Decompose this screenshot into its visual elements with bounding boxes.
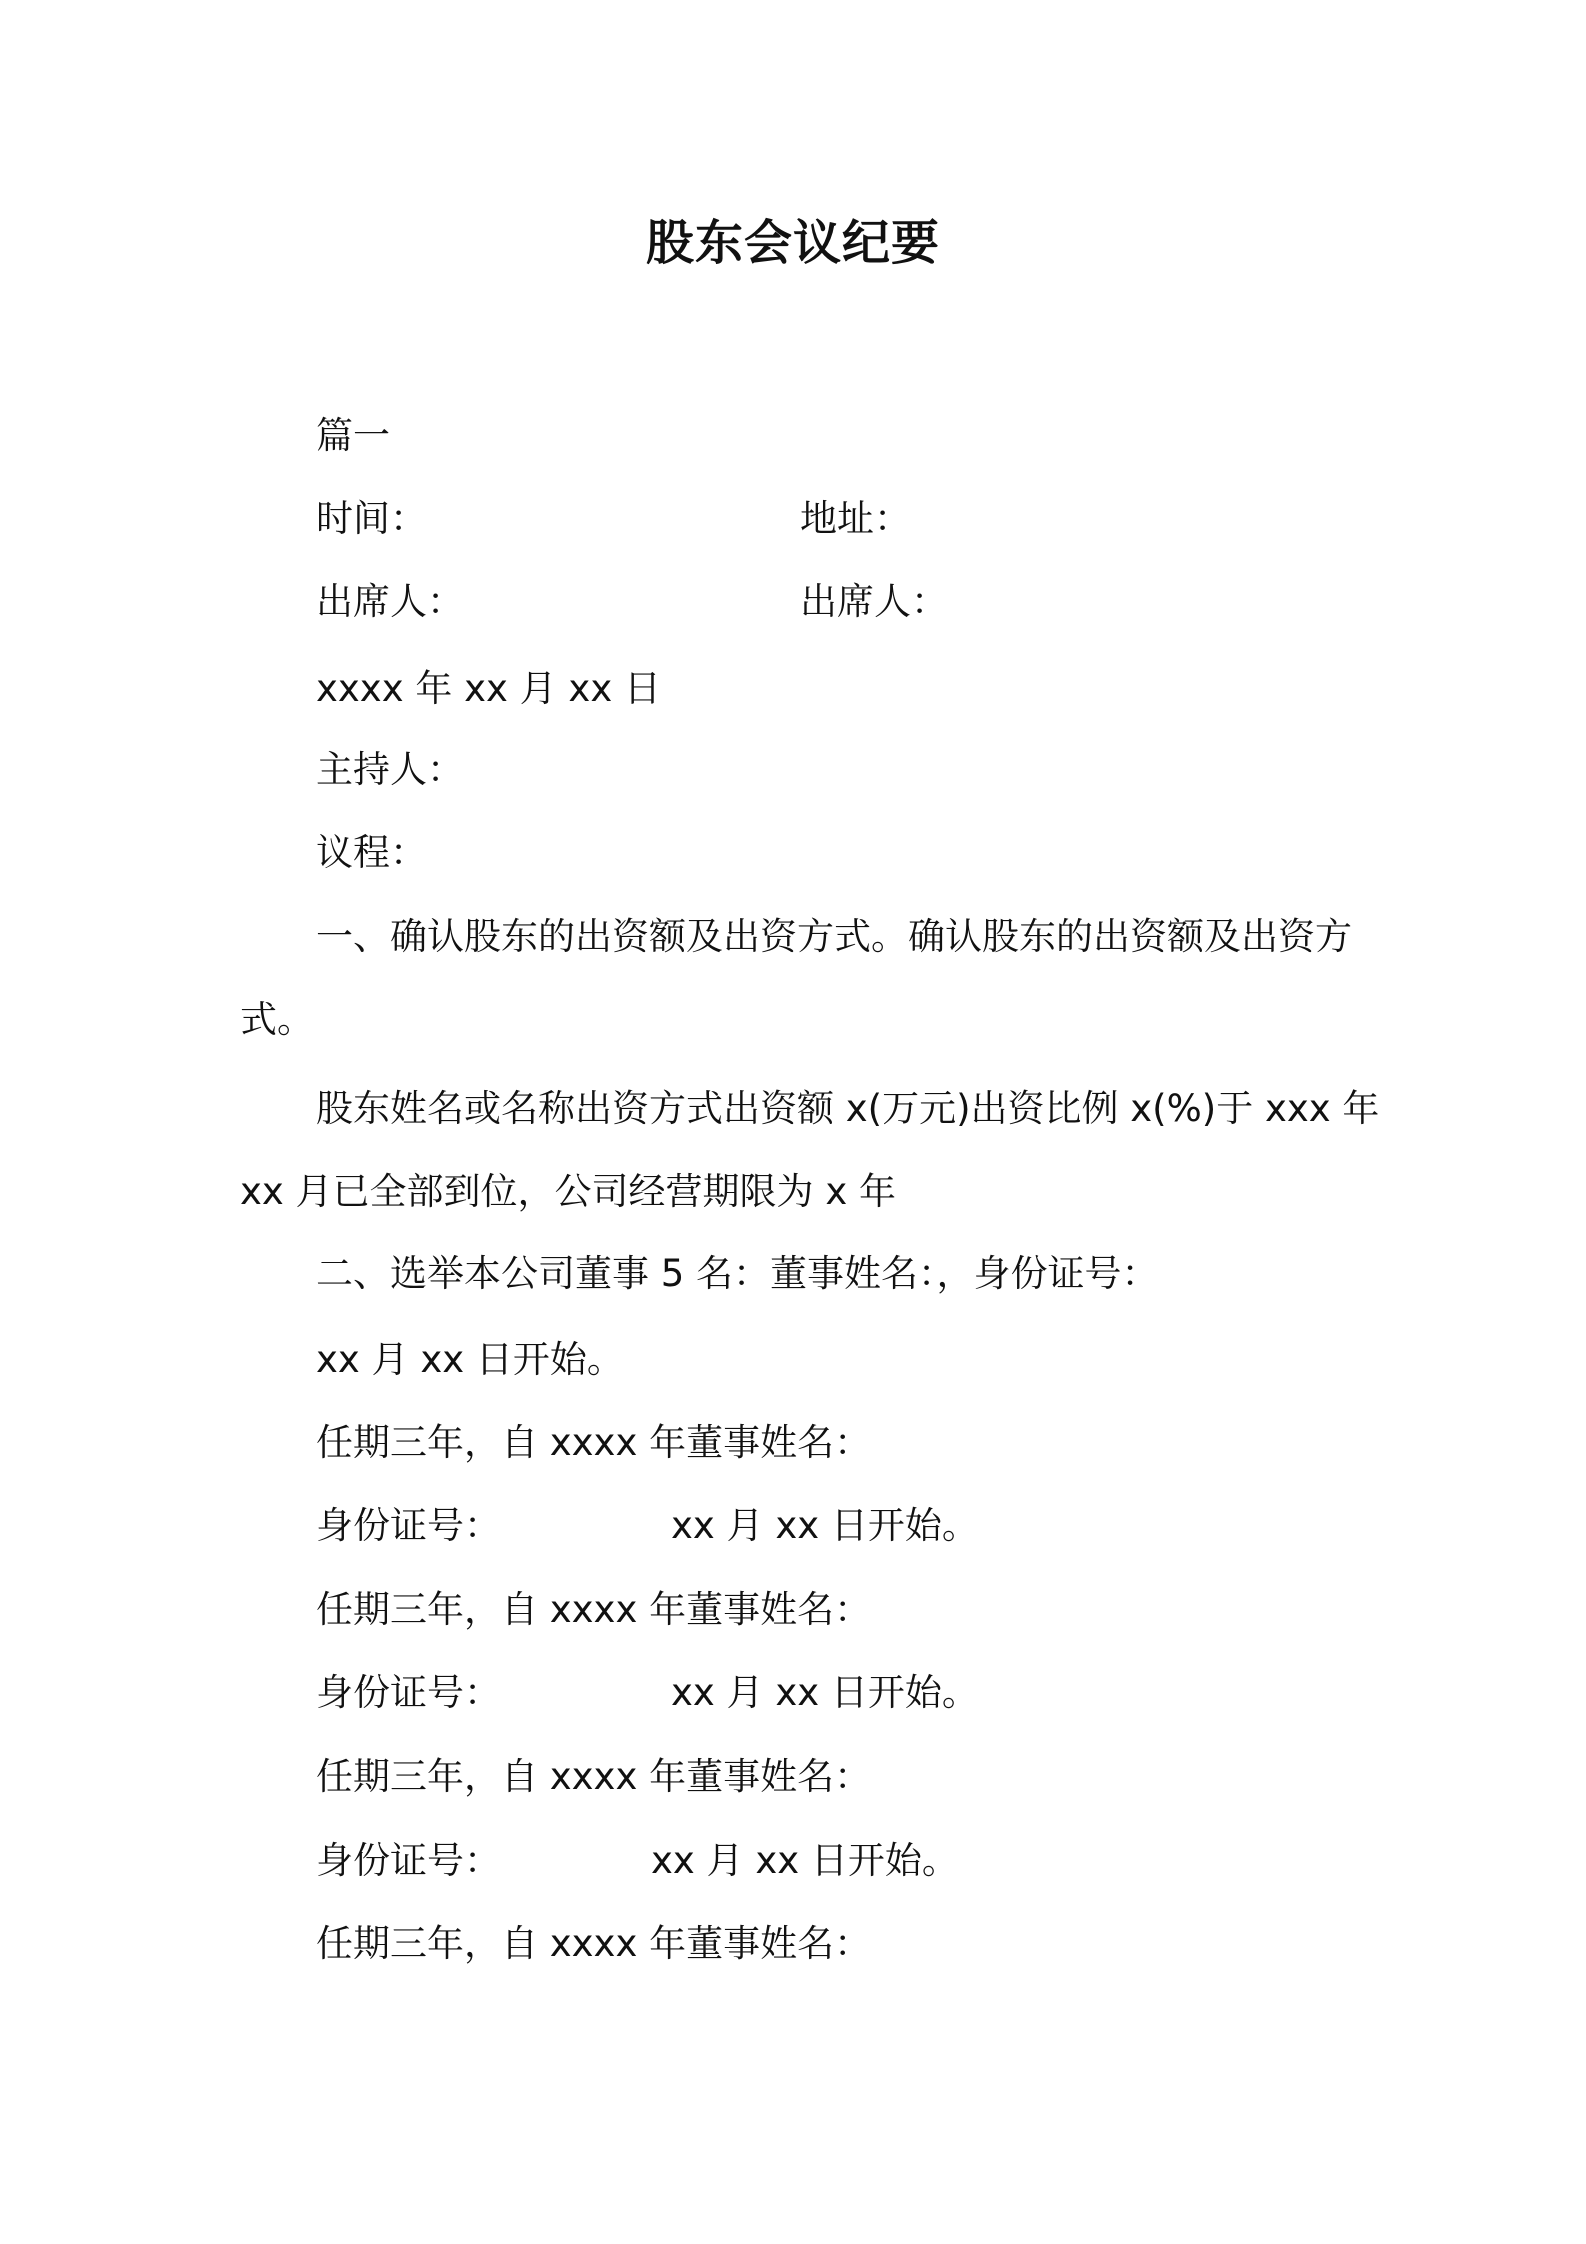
- attendee-label-left: 出席人：: [316, 580, 464, 623]
- start-date-3: xx 月 xx 日开始。: [651, 1839, 959, 1882]
- term-line-4: 任期三年，自 xxxx 年董事姓名：: [316, 1922, 872, 1965]
- term-line-1: 任期三年，自 xxxx 年董事姓名：: [316, 1421, 872, 1464]
- id-label-2: 身份证号：: [316, 1671, 501, 1714]
- time-label: 时间：: [316, 497, 427, 540]
- id-label-1: 身份证号：: [316, 1504, 501, 1547]
- agenda-item-1-line-2: 式。: [240, 998, 314, 1041]
- term-line-2: 任期三年，自 xxxx 年董事姓名：: [316, 1588, 872, 1631]
- agenda-item-1-line-1: 一、确认股东的出资额及出资方式。确认股东的出资额及出资方: [316, 915, 1352, 958]
- start-date-1: xx 月 xx 日开始。: [671, 1504, 979, 1547]
- agenda-label: 议程：: [316, 831, 427, 874]
- attendee-label-right: 出席人：: [800, 580, 948, 623]
- meeting-date: xxxx 年 xx 月 xx 日: [316, 667, 661, 710]
- id-label-3: 身份证号：: [316, 1839, 501, 1882]
- address-label: 地址：: [800, 497, 911, 540]
- start-date-2: xx 月 xx 日开始。: [671, 1671, 979, 1714]
- page-title: 股东会议纪要: [645, 215, 940, 271]
- term-line-3: 任期三年，自 xxxx 年董事姓名：: [316, 1755, 872, 1798]
- shareholder-paragraph-line-1: 股东姓名或名称出资方式出资额 x(万元)出资比例 x(%)于 xxx 年: [316, 1087, 1380, 1130]
- id-line-1: [316, 1501, 979, 1551]
- start-date-line: xx 月 xx 日开始。: [316, 1338, 624, 1381]
- id-line-3: [316, 1836, 959, 1886]
- shareholder-paragraph-line-2: xx 月已全部到位，公司经营期限为 x 年: [240, 1170, 896, 1213]
- host-label: 主持人：: [316, 748, 464, 791]
- section-heading: 篇一: [316, 414, 390, 457]
- id-line-2: [316, 1668, 979, 1718]
- agenda-item-2: 二、选举本公司董事 5 名：董事姓名：，身份证号：: [316, 1252, 1159, 1295]
